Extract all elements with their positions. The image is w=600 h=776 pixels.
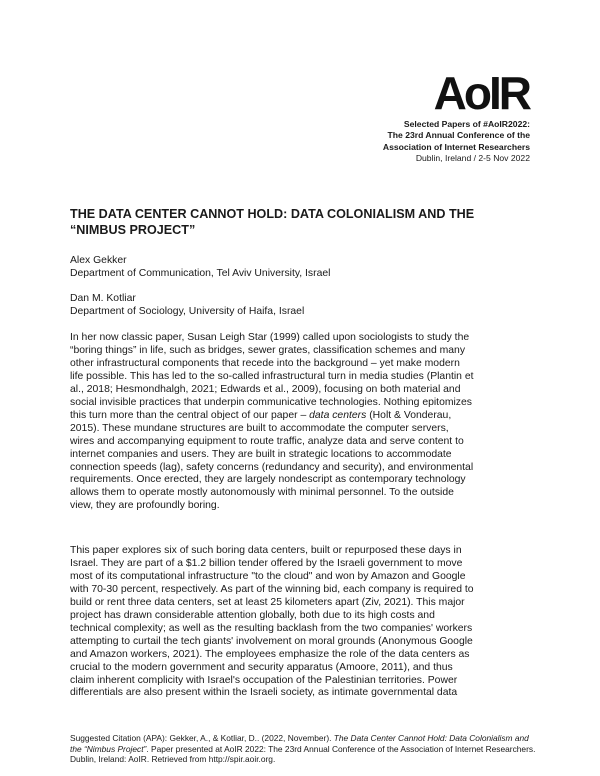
paragraph-2	[70, 545, 530, 700]
citation-prefix: Suggested Citation (APA): Gekker, A., & Kotliar, D.. (2022, November).	[70, 733, 334, 743]
header-line-4: Dublin, Ireland / 2-5 Nov 2022	[415, 153, 530, 164]
text-line: allows them to operate mostly autonomously with minimal personnel. To the outside	[70, 487, 454, 499]
citation-suffix: . Paper presented at AoIR 2022: The 23rd Annual Conference of the Association of Internet Researchers. Dublin, Ireland: AoIR. Retrieved from http://spir.aoir.org.	[70, 743, 536, 765]
author-affiliation: Department of Communication, Tel Aviv University, Israel	[70, 268, 331, 280]
conference-header	[383, 119, 530, 165]
author-1	[70, 254, 330, 281]
text-line: differentials are also present within the Israeli society, as intimate governmental data	[70, 687, 458, 699]
text-segment: (Holt & Vonderau,	[366, 409, 452, 421]
text-line: technical complexity; as well as the resulting backlash from the two companies' workers	[70, 622, 473, 634]
text-line: social invisible practices that underpin communicative technologies. Nothing epitomizes	[70, 396, 472, 408]
text-line: most of its computational infrastructure "to the cloud" and won by Amazon and Google	[70, 570, 466, 582]
text-line	[70, 410, 530, 423]
text-line: 2015). These mundane structures are built to accommodate the computer servers,	[70, 422, 449, 434]
text-line: “boring things” in life, such as bridges, sewer grates, classification schemes and many	[70, 344, 466, 356]
text-line: crucial to the modern government and security apparatus (Amoore, 2011), and thus	[70, 661, 453, 673]
text-segment: this turn more than the central object of our paper –	[70, 409, 310, 421]
text-line: with 70-30 percent, respectively. As part of the winning bid, each company is required to	[70, 583, 474, 595]
text-line: connection speeds (lag), safety concerns (redundancy and security), and environmental	[70, 461, 474, 473]
author-name: Dan M. Kotliar	[70, 293, 136, 304]
text-line: build or rent three data centers, set at least 25 kilometers apart (Ziv, 2021). This major	[70, 596, 465, 608]
text-line: claim inherent complicity with Israel's occupation of the Palestinian territories. Power	[70, 674, 458, 686]
author-2	[70, 292, 304, 319]
paragraph-1	[70, 332, 530, 513]
text-line: Israel. They are part of a $1.2 billion tender offered by the Israeli government to move	[70, 557, 463, 569]
text-line: other infrastructural components that recede into the background – yet make modern	[70, 357, 460, 369]
citation-title: The Data Center Cannot Hold: Data Colonialism and the “Nimbus Project”	[70, 733, 529, 754]
text-line: requirements. Once erected, they are largely nondescript as contemporary technology	[70, 474, 466, 486]
header-line-2: The 23rd Annual Conference of the	[387, 130, 530, 141]
text-line: project has drawn considerable attention globally, both due to its high costs and	[70, 609, 435, 621]
text-line: and Amazon workers, 2021). The employees emphasize the role of the data centers as	[70, 648, 470, 660]
text-line: attempting to curtail the tech giants' involvement on moral grounds (Anonymous Google	[70, 635, 473, 647]
title-line-1: THE DATA CENTER CANNOT HOLD: DATA COLONIALISM AND THE	[70, 207, 475, 221]
text-line: internet companies and users. They are built in strategic locations to accommodate	[70, 448, 452, 460]
paper-title	[70, 206, 540, 238]
author-name: Alex Gekker	[70, 255, 127, 266]
text-line: In her now classic paper, Susan Leigh Star (1999) called upon sociologists to study the	[70, 332, 470, 343]
text-line: view, they are profoundly boring.	[70, 500, 220, 512]
suggested-citation	[70, 733, 540, 765]
text-line: wires and accompanying equipment to route traffic, analyze data and serve content to	[70, 435, 464, 447]
title-line-2: “NIMBUS PROJECT”	[70, 223, 196, 237]
aoir-logo: AoIR	[433, 67, 529, 119]
header-line-1: Selected Papers of #AoIR2022:	[403, 119, 530, 129]
text-line: al., 2018; Hesmondhalgh, 2021; Edwards et al., 2009), focusing on both material and	[70, 383, 461, 395]
author-affiliation: Department of Sociology, University of Haifa, Israel	[70, 306, 305, 318]
emphasis-data-centers: data centers	[309, 409, 367, 421]
header-line-3: Association of Internet Researchers	[382, 141, 530, 152]
text-line: This paper explores six of such boring data centers, built or repurposed these days in	[70, 545, 462, 556]
text-line: life possible. This has led to the so-called infrastructural turn in media studies (Plantin et	[70, 370, 474, 382]
